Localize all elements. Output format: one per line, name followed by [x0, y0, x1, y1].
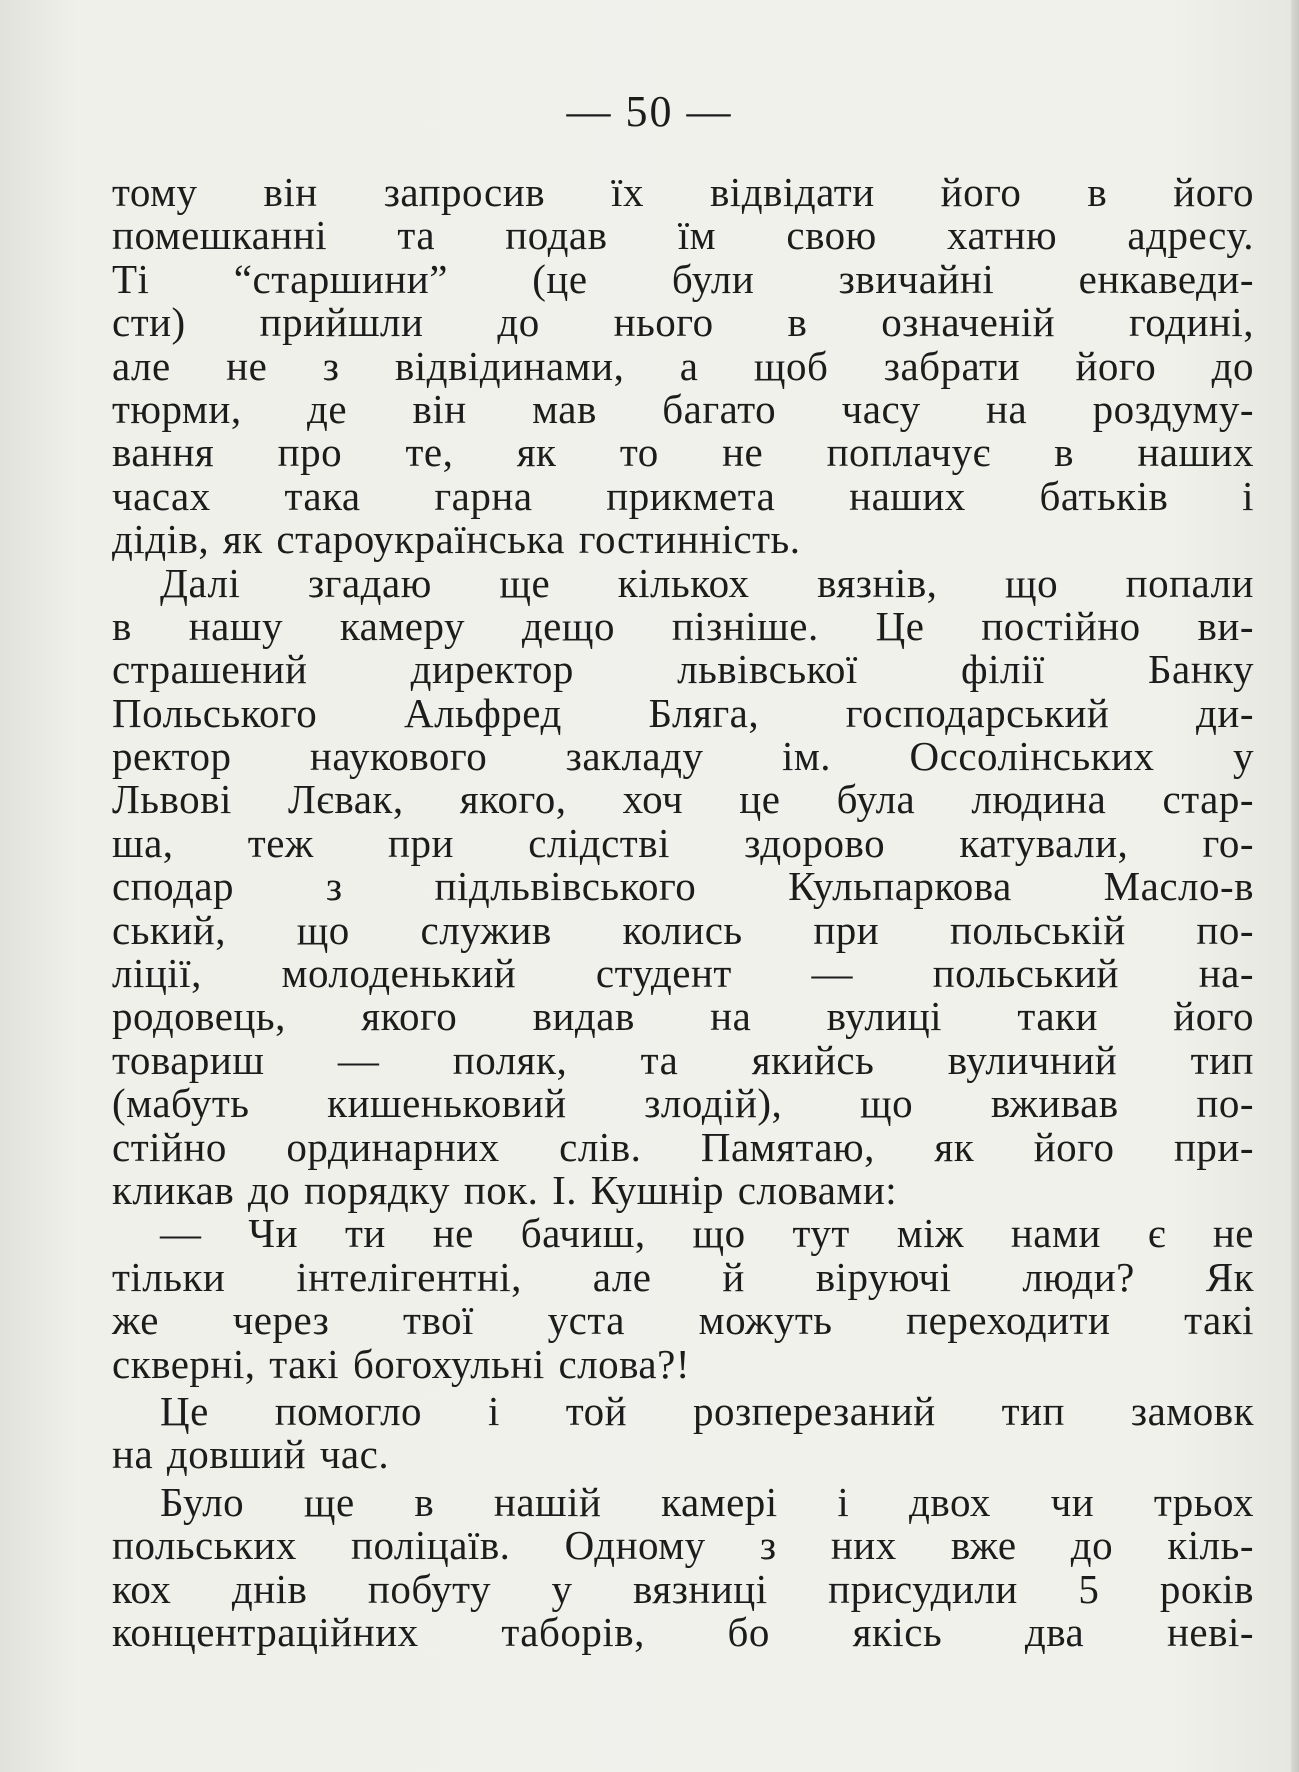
text-line: скверні, такі богохульні слова?! [112, 1340, 690, 1387]
text-line: стійно ординарних слів. Памятаю, як його при- [112, 1123, 1254, 1170]
text-line: родовець, якого видав на вулиці таки його [112, 993, 1254, 1040]
text-line: вання про те, як то не поплачує в наших [112, 429, 1254, 476]
text-line: же через твої уста можуть переходити такі [112, 1297, 1254, 1344]
text-line: ліції, молоденький студент — польський на- [112, 950, 1254, 997]
text-line: кликав до порядку пок. І. Кушнір словами: [112, 1166, 898, 1213]
text-line: страшений директор львівської філії Банку [112, 646, 1254, 693]
text-line: але не з відвідинами, а щоб забрати його до [112, 342, 1254, 389]
text-line: дідів, як староукраїнська гостинність. [112, 516, 801, 563]
text-line: Львові Лєвак, якого, хоч це була людина стар- [112, 776, 1254, 823]
text-line: товариш — поляк, та якийсь вуличний тип [112, 1036, 1254, 1083]
text-line: — Чи ти не бачиш, що тут між нами є не [160, 1210, 1254, 1257]
text-line: кох днів побуту у вязниці присудили 5 років [112, 1565, 1254, 1612]
text-line: на довший час. [112, 1431, 390, 1478]
text-line: Польського Альфред Бляга, господарський ди- [112, 689, 1254, 736]
text-line: ський, що служив колись при польській по- [112, 906, 1254, 953]
text-line: сподар з підльвівського Кульпаркова Масло-в [112, 863, 1254, 910]
text-line: тюрми, де він мав багато часу на роздуму- [112, 385, 1254, 432]
text-line: концентраційних таборів, бо якісь два неві- [112, 1608, 1254, 1655]
text-line: помешканні та подав їм свою хатню адресу. [112, 212, 1254, 259]
text-line: тільки інтелігентні, але й віруючі люди? Як [112, 1253, 1254, 1300]
text-line: Це помогло і той розперезаний тип замовк [160, 1387, 1254, 1434]
text-line: ша, теж при слідстві здорово катували, го- [112, 819, 1254, 866]
text-line: Далі згадаю ще кількох вязнів, що попали [160, 559, 1254, 606]
page-number: — 50 — [566, 87, 733, 136]
text-line: тому він запросив їх відвідати його в його [112, 169, 1254, 215]
body-text [112, 171, 1254, 1654]
text-line: в нашу камеру дещо пізніше. Це постійно ви- [112, 602, 1254, 649]
text-line: Ті “старшини” (це були звичайні енкаведи- [112, 255, 1254, 302]
page-edge [1291, 0, 1299, 1772]
text-line: польських поліцаїв. Одному з них вже до кіль- [112, 1522, 1254, 1569]
text-line: Було ще в нашій камері і двох чи трьох [160, 1478, 1254, 1525]
text-line: ректор наукового закладу ім. Оссолінських у [112, 733, 1254, 780]
text-line: сти) прийшли до нього в означеній годині, [112, 299, 1254, 346]
text-line: часах така гарна прикмета наших батьків і [112, 472, 1254, 519]
text-line: (мабуть кишеньковий злодій), що вживав по- [112, 1080, 1254, 1127]
